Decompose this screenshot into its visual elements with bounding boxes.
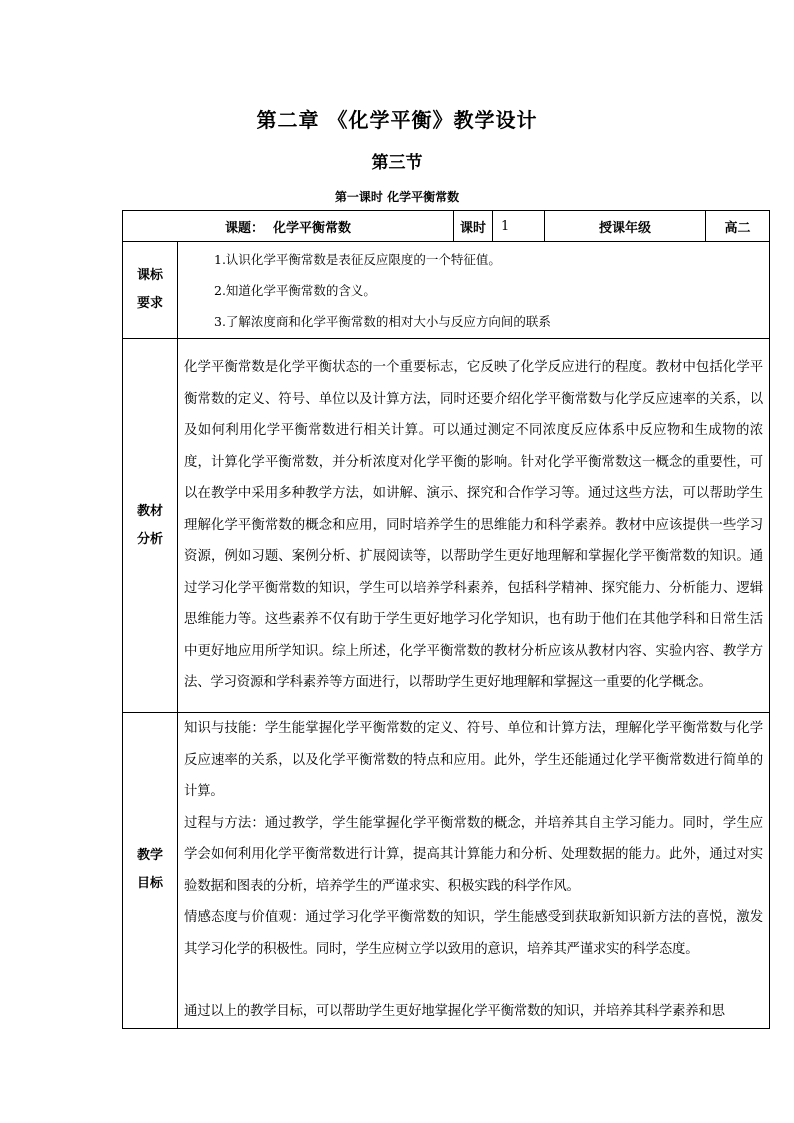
document-title: 第二章 《化学平衡》教学设计 (256, 108, 538, 132)
requirements-label (123, 242, 178, 339)
hours-value: 1 (493, 211, 545, 242)
topic-label: 课题： (224, 220, 264, 236)
objectives-label (123, 713, 178, 1029)
topic-cell (123, 211, 454, 242)
topic-value: 化学平衡常数 (273, 220, 352, 236)
analysis-label (123, 339, 178, 713)
objective-knowledge: 知识与技能：学生能掌握化学平衡常数的定义、符号、单位和计算方法，理解化学平衡常数与化学反应速率的关系，以及化学平衡常数的特点和应用。此外，学生还能通过化学平衡常数进行简单的计算。 (184, 721, 763, 799)
lesson-plan-table (122, 210, 770, 1029)
requirements-label-line2: 要求 (136, 296, 163, 311)
requirement-item: 3.了解浓度商和化学平衡常数的相对大小与反应方向间的联系 (214, 313, 551, 329)
requirement-item: 1.认识化学平衡常数是表征反应限度的一个特征值。 (214, 251, 501, 267)
objective-summary: 通过以上的教学目标，可以帮助学生更好地掌握化学平衡常数的知识，并培养其科学素养和思 (184, 1004, 725, 1019)
header-row (123, 211, 770, 242)
objectives-label-line1: 教学 (136, 848, 163, 864)
hours-label: 课时 (454, 211, 493, 242)
grade-value: 高二 (706, 211, 770, 242)
analysis-paragraph: 化学平衡常数是化学平衡状态的一个重要标志，它反映了化学反应进行的程度。教材中包括化学平衡常数的定义、符号、单位以及计算方法，同时还要介绍化学平衡常数与化学反应速率的关系，以及如何利用化学平衡常数进行相关计算。可以通过测定不同浓度反应体系中反应物和生成物的浓度，计算化学平衡常数，并分析浓度对化学平衡的影响。针对化学平衡常数这一概念的重要性，可以在教学中采用多种教学方法，如讲解、演示、探究和合作学习等。通过这些方法，可以帮助学生理解化学平衡常数的概念和应用，同时培养学生的思维能力和科学素养。教材中应该提供一些学习资源，例如习题、案例分析、扩展阅读等，以帮助学生更好地理解和掌握化学平衡常数的知识。通过学习化学平衡常数的知识，学生可以培养学科素养，包括科学精神、探究能力、分析能力、逻辑思维能力等。这些素养不仅有助于学生更好地学习化学知识，也有助于他们在其他学科和日常生活中更好地应用所学知识。综上所述，化学平衡常数的教材分析应该从教材内容、实验内容、教学方法、学习资源和学科素养等方面进行，以帮助学生更好地理解和掌握这一重要的化学概念。 (184, 360, 763, 691)
requirements-label-line1: 课标 (136, 268, 163, 283)
analysis-row (123, 339, 770, 713)
analysis-label-line2: 分析 (136, 531, 163, 547)
grade-label: 授课年级 (545, 211, 706, 242)
requirements-content (178, 242, 770, 339)
analysis-label-line1: 教材 (136, 503, 163, 519)
objectives-content (178, 713, 770, 1029)
analysis-content (178, 339, 770, 713)
lesson-heading: 第一课时 化学平衡常数 (334, 190, 460, 204)
objective-process: 过程与方法：通过教学，学生能掌握化学平衡常数的概念，并培养其自主学习能力。同时，学生应学会如何利用化学平衡常数进行计算，提高其计算能力和分析、处理数据的能力。此外，通过对实验数据和图表的分析，培养学生的严谨求实、积极实践的科学作风。 (184, 815, 763, 894)
objectives-row (123, 713, 770, 1029)
objective-attitude: 情感态度与价值观：通过学习化学平衡常数的知识，学生能感受到获取新知识新方法的喜悦，激发其学习化学的积极性。同时，学生应树立学以致用的意识，培养其严谨求实的科学态度。 (184, 910, 763, 957)
section-heading: 第三节 (371, 153, 423, 173)
requirement-item: 2.知道化学平衡常数的含义。 (214, 282, 376, 298)
requirements-row (123, 242, 770, 339)
objectives-label-line2: 目标 (136, 876, 163, 892)
